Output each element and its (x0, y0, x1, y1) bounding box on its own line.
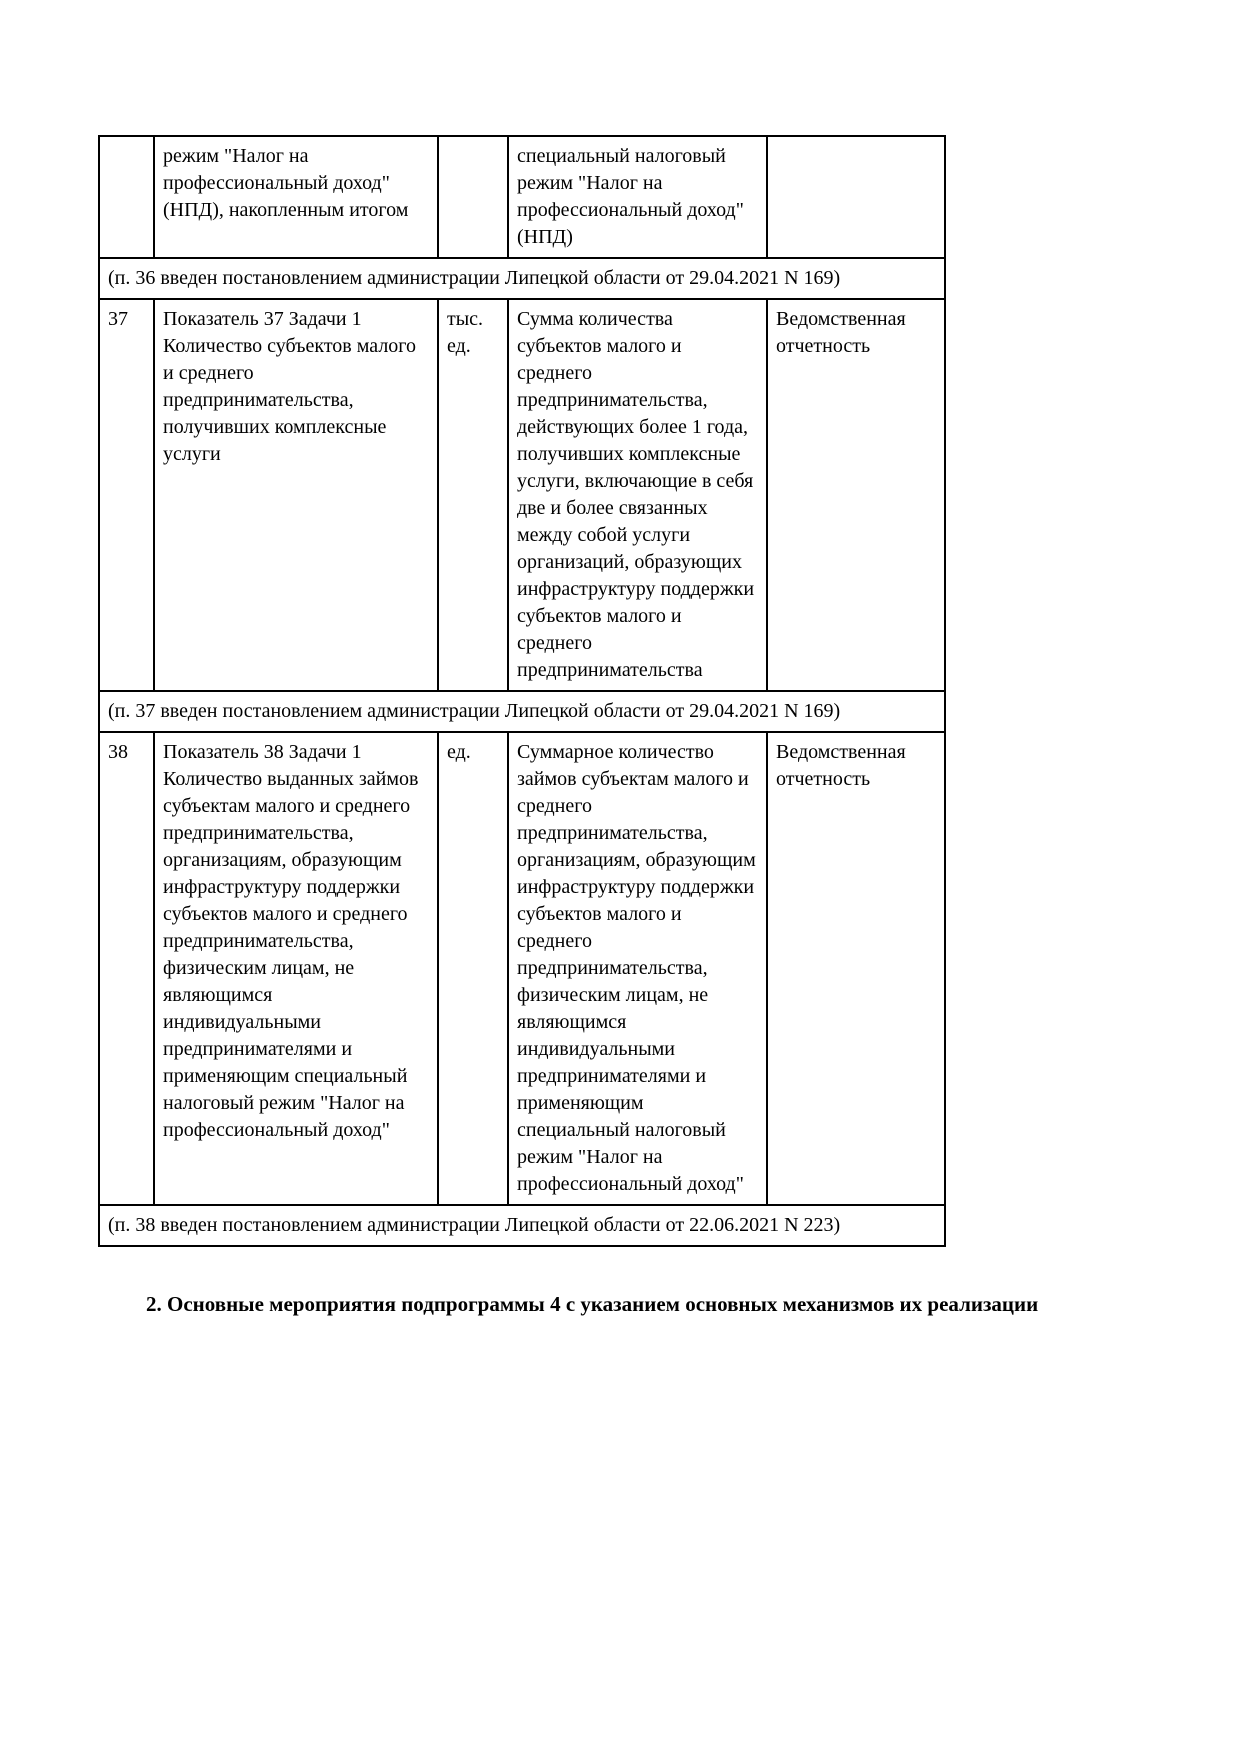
row38-method-cell: Суммарное количество займов субъектам малого и среднего предпринимательства, организациям, образующим инфраструктуру поддержки субъектов малого и среднего предпринимательства, физическим лицам, не являющимся индивидуальными предпринимателями и применяющим специальный налоговый режим "Налог на профессиональный доход" (508, 732, 767, 1205)
row37-name-cell: Показатель 37 Задачи 1 Количество субъектов малого и среднего предпринимательства, получивших комплексные услуги (154, 299, 438, 691)
carryover-name-cell: режим "Налог на профессиональный доход" (НПД), накопленным итогом (154, 136, 438, 258)
table-row-carryover (99, 136, 945, 258)
indicators-table (98, 135, 946, 1247)
row38-name-cell: Показатель 38 Задачи 1 Количество выданных займов субъектам малого и среднего предпринимательства, организациям, образующим инфраструктуру поддержки субъектов малого и среднего предпринимательства, физическим лицам, не являющимся индивидуальными предпринимателями и применяющим специальный налоговый режим "Налог на профессиональный доход" (154, 732, 438, 1205)
carryover-method-cell: специальный налоговый режим "Налог на профессиональный доход" (НПД) (508, 136, 767, 258)
note-row-38 (99, 1205, 945, 1246)
note-row-36 (99, 258, 945, 299)
carryover-unit-cell (438, 136, 508, 258)
section-heading: 2. Основные мероприятия подпрограммы 4 с указанием основных механизмов их реализации (146, 1292, 1039, 1316)
row37-source-cell: Ведомственная отчетность (767, 299, 945, 691)
note-row-37 (99, 691, 945, 732)
row38-num-cell: 38 (99, 732, 154, 1205)
note-37-text: (п. 37 введен постановлением администрации Липецкой области от 29.04.2021 N 169) (99, 691, 945, 732)
note-38-text: (п. 38 введен постановлением администрации Липецкой области от 22.06.2021 N 223) (99, 1205, 945, 1246)
row37-unit-cell: тыс. ед. (438, 299, 508, 691)
carryover-num-cell (99, 136, 154, 258)
row37-num-cell: 37 (99, 299, 154, 691)
row38-source-cell: Ведомственная отчетность (767, 732, 945, 1205)
row37-method-cell: Сумма количества субъектов малого и среднего предпринимательства, действующих более 1 года, получивших комплексные услуги, включающие в себя две и более связанных между собой услуги организаций, образующих инфраструктуру поддержки субъектов малого и среднего предпринимательства (508, 299, 767, 691)
table-row-37 (99, 299, 945, 691)
table-row-38 (99, 732, 945, 1205)
carryover-source-cell (767, 136, 945, 258)
note-36-text: (п. 36 введен постановлением администрации Липецкой области от 29.04.2021 N 169) (99, 258, 945, 299)
row38-unit-cell: ед. (438, 732, 508, 1205)
